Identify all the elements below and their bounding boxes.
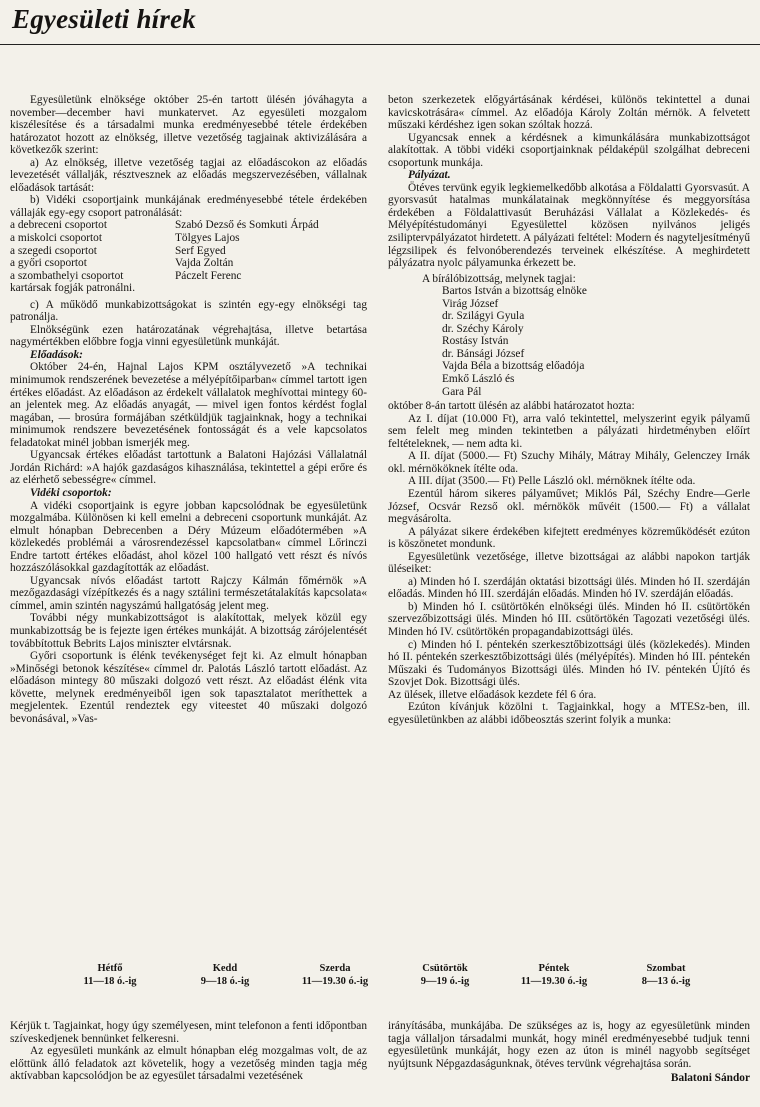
paragraph: b) Minden hó I. csütörtökén elnökségi ülés. Minden hó II. csütörtökén szervezőbizottsági ülés. Minden hó III. csütörtökén Tagozati vezetőségi ülés. Minden hó IV. csütörtökén propagandabizottsági ülés. bbox=[388, 600, 750, 638]
persons-cell: Páczelt Ferenc bbox=[175, 269, 242, 282]
group-cell: a szegedi csoportot bbox=[10, 244, 97, 257]
right-column bbox=[388, 94, 750, 726]
group-cell: a miskolci csoportot bbox=[10, 232, 102, 245]
schedule-day bbox=[385, 962, 505, 988]
paragraph: Ezúton kívánjuk közölni t. Tagjainkkal, hogy a MTESz-ben, ill. egyesületünkben az alábbi időbeosztás szerint folyik a munka: bbox=[388, 701, 750, 726]
paragraph: Ötéves tervünk egyik legkiemelkedőbb alkotása a Földalatti Gyorsvasút. A gyorsvasút hatalmas munkálatainak megkönnyítése és meggyorsítása érdekében a Földalattivasút Beruházási Vállalat a Közlekedés- és Mélyépítéstudományi Egyesülettel közösen nyilvános jeligés zsiliptervpályázatot hirdetett. A pályázati feltétel: Modern és nagyteljesítményű légzsilipek és felvonóberendezés terveinek elkészítése. A meghirdetett pályázatra nyolc pályamunka érkezett be. bbox=[388, 181, 750, 270]
group-cell: a debreceni csoportot bbox=[10, 219, 108, 232]
day-name: Szerda bbox=[319, 963, 351, 974]
section-heading-eloadasok: Előadások: bbox=[30, 348, 83, 361]
table-row bbox=[10, 245, 319, 258]
schedule-day bbox=[165, 962, 285, 988]
jury-lead: A bírálóbizottság, melynek tagjai: bbox=[422, 272, 576, 285]
jury-member: dr. Széchy Károly bbox=[442, 322, 524, 335]
jury-member: Virág József bbox=[442, 297, 499, 310]
day-hours: 8—13 ó.-ig bbox=[641, 976, 691, 987]
paragraph: További négy munkabizottságot is alakítottak, melyek közül egy munkabizottság be is fejezte igen értékes munkáját. A bizottság zárójelentését továbbítottuk Bebrits Lajos miniszter elvtársnak. bbox=[10, 612, 367, 650]
paragraph: beton szerkezetek előgyártásának kérdései, különös tekintettel a dunai kavicskotrására« címmel. Az előadója Károly Zoltán mérnök. A felvetett műszaki kérdéshez igen sokan szóltak hozzá. bbox=[388, 94, 750, 132]
paragraph: c) Minden hó I. péntekén szerkesztőbizottsági ülés (közlekedés). Minden hó II. péntekén szerkesztőbizottsági ülés (mélyépítés). Minden hó III. péntekén Műszaki és Tudományos Bizottsági ülés. Minden hó IV. péntekén Újító és Szovjet Dok. Bizottsági ülés. bbox=[388, 638, 750, 689]
schedule-day bbox=[50, 962, 170, 988]
section-heading-videki: Vidéki csoportok: bbox=[30, 486, 112, 499]
paragraph: A pályázat sikere érdekében kifejtett eredményes közreműködését ezúton is köszönetet mondunk. bbox=[388, 525, 750, 551]
office-hours-schedule bbox=[10, 962, 750, 1006]
paragraph: A vidéki csoportjaink is egyre jobban kapcsolódnak be egyesületünk mozgalmába. Különösen ki kell emelni a debreceni csoportunk munkáját. Az elmult hónapban Debrecenben a Déry Múzeum előadótermében »A közlekedés problémái a városrendezéssel kapcsolatban« címmel Lőrinczi Endre tartott értékes előadást, ahol közel 100 hallgató vett részt és nívós hozzászólásokkal gazdagították az előadást. bbox=[10, 499, 367, 575]
jury-member: dr. Szilágyi Gyula bbox=[442, 310, 525, 323]
day-name: Hétfő bbox=[97, 963, 123, 974]
schedule-day bbox=[275, 962, 395, 988]
schedule-day bbox=[494, 962, 614, 988]
schedule-day bbox=[606, 962, 726, 988]
group-cell: a győri csoportot bbox=[10, 257, 87, 270]
paragraph: Az egyesületi munkánk az elmult hónapban elég mozgalmas volt, de az előttünk álló feladatok azt követelik, hogy a vezetőség minden tagja még aktívabban kapcsolódjon be az egyesület társadalmi vezetésének bbox=[10, 1045, 367, 1083]
table-row bbox=[10, 270, 319, 283]
paragraph: Ugyancsak nívós előadást tartott Rajczy Kálmán főmérnök »A mezőgazdasági vízépítkezés és a nagy sztálini természetátalakítás kapcsolata« címmel, amin szintén nagyszámú hallgatóság jelent meg. bbox=[10, 574, 367, 612]
paragraph: Ugyancsak ennek a kérdésnek a kimunkálására munkabizottságot alakítottak. A többi vidéki csoportjainknak példaképül szolgálhat debreceni csoportunk munkája. bbox=[388, 131, 750, 169]
day-hours: 11—18 ó.-ig bbox=[83, 976, 137, 987]
paragraph: A II. díjat (5000.— Ft) Szuchy Mihály, Mátray Mihály, Gelenczey Irnák okl. mérnököknek ítélte oda. bbox=[388, 450, 750, 475]
paragraph: Ezentúl három sikeres pályaművet; Miklós Pál, Széchy Endre—Gerle József, Ocsvár Rezső okl. mérnökök művéit (1500.— Ft) a vállalat megvásárolta. bbox=[388, 487, 750, 526]
paragraph: Egyesületünk vezetősége, illetve bizottságai az alábbi napokon tartják üléseiket: bbox=[388, 550, 750, 576]
paragraph: Elnökségünk ezen határozatának végrehajtása, illetve betartása nagymértékben előbbre fogja vinni egyesületünk munkáját. bbox=[10, 323, 367, 349]
paragraph: Ugyancsak értékes előadást tartottunk a Balatoni Hajózási Vállalatnál Jordán Richárd: »A hajók gazdaságos kihasználása, tekintettel a gépi erőre és az elérhető sebességre« címmel. bbox=[10, 449, 367, 487]
bottom-right-column bbox=[388, 1020, 750, 1085]
day-hours: 9—18 ó.-ig bbox=[200, 976, 250, 987]
paragraph: kartársak fogják patronálni. bbox=[10, 282, 136, 295]
jury-member: dr. Bánsági József bbox=[442, 347, 525, 360]
day-name: Kedd bbox=[212, 963, 238, 974]
patronage-table bbox=[10, 219, 319, 282]
day-name: Péntek bbox=[538, 963, 570, 974]
title-divider bbox=[0, 44, 760, 45]
paragraph: Október 24-én, Hajnal Lajos KPM osztályvezető »A technikai minimumok rendszerének bevezetése a mélyépítőiparban« címmel tartott igen értékes előadást. Az előadáson az érdekelt vállalatok meghívottai mintegy 60-an jelentek meg. Az előadás anyagát, — mivel igen fontos kérdést foglal magában, — brosúra formájában szétküldjük tagjainknak, hogy a technikai minimumok rendszere bevezetésének fontosságát és a vele kapcsolatos feladatokat minél jobban ismerjék meg. bbox=[10, 361, 367, 449]
persons-cell: Serf Egyed bbox=[175, 244, 226, 257]
table-row bbox=[10, 219, 319, 232]
paragraph: Az ülések, illetve előadások kezdete fél 6 óra. bbox=[388, 688, 597, 701]
day-hours: 11—19.30 ó.-ig bbox=[520, 976, 588, 987]
paragraph: irányításába, munkájába. De szükséges az is, hogy az egyesületünk minden tagja vállaljon társadalmi munkát, hogy minél eredményesebbé tudjuk tenni egyesületünk munkáját, hogy ezen az úton is minél nagyobb segítséget nyújtsunk Népgazdaságunknak, ötéves tervünk végrehajtása során. bbox=[388, 1020, 750, 1070]
jury-list bbox=[388, 273, 750, 398]
day-name: Csütörtök bbox=[422, 963, 468, 974]
left-column bbox=[10, 94, 367, 725]
paragraph: a) Az elnökség, illetve vezetőség tagjai az előadáscokon az előadás levezetését vállalják, résztvesznek az előadás megszervezésében, vállalnak előadások tartását: bbox=[10, 156, 367, 194]
table-row bbox=[10, 232, 319, 245]
jury-member: Bartos István a bizottság elnöke bbox=[442, 285, 587, 298]
jury-member: Vajda Béla a bizottság előadója bbox=[442, 360, 585, 373]
group-cell: a szombathelyi csoportot bbox=[10, 269, 124, 282]
section-heading-palyazat: Pályázat. bbox=[408, 169, 451, 182]
day-name: Szombat bbox=[646, 963, 686, 974]
page-title: Egyesületi hírek bbox=[12, 4, 196, 34]
day-hours: 9—19 ó.-ig bbox=[420, 976, 470, 987]
persons-cell: Vajda Zoltán bbox=[175, 257, 234, 270]
paragraph: Egyesületünk elnöksége október 25-én tartott ülésén jóváhagyta a november—december havi munkatervet. Az egyesületi mozgalom kiszélesítése és a társadalmi munka eredményesebbé tétele érdekében határozatot hozott az elnökség, illetve vezetőség tagjainak aktivizálására a következők szerint: bbox=[10, 94, 367, 157]
paragraph: a) Minden hó I. szerdáján oktatási bizottsági ülés. Minden hó II. szerdáján előadás. Minden hó III. szerdáján előadás. Minden hó IV. szerdáján előadás. bbox=[388, 575, 750, 601]
table-row bbox=[10, 257, 319, 270]
persons-cell: Szabó Dezső és Somkuti Árpád bbox=[175, 219, 319, 232]
jury-member: Rostásy István bbox=[442, 335, 509, 348]
paragraph: c) A működő munkabizottságokat is szintén egy-egy elnökségi tag patronálja. bbox=[10, 298, 367, 324]
bottom-left-column bbox=[10, 1020, 367, 1083]
jury-member: Emkő László és bbox=[442, 373, 515, 386]
author-signature: Balatoni Sándor bbox=[670, 1072, 750, 1085]
paragraph: Kérjük t. Tagjainkat, hogy úgy személyesen, mint telefonon a fenti időpontban szíveskedjenek bennünket felkeresni. bbox=[10, 1020, 367, 1045]
day-hours: 11—19.30 ó.-ig bbox=[301, 976, 369, 987]
paragraph: október 8-án tartott ülésén az alábbi határozatot hozta: bbox=[388, 400, 635, 413]
jury-member: Gara Pál bbox=[442, 385, 482, 398]
paragraph: b) Vidéki csoportjaink munkájának eredményesebbé tétele érdekében vállaják egy-egy csoport patronálását: bbox=[10, 194, 367, 219]
persons-cell: Tölgyes Lajos bbox=[175, 232, 240, 245]
paragraph: Győri csoportunk is élénk tevékenységet fejt ki. Az elmult hónapban »Minőségi betonok készítése« címmel dr. Palotás László tartott előadást. Az előadáson mintegy 80 műszaki dolgozó vett részt. Az előadást élénk vita követte, melynek eredményeiből igen sok tapasztalatot meríthettek a megjelentek. Ezentúl rendeztek egy viteestet 40 műszaki dolgozó bevonásával, »Vas- bbox=[10, 650, 367, 725]
paragraph: Az I. díjat (10.000 Ft), arra való tekintettel, melyszerint egyik pályamű sem felelt meg minden tekintetben a pályázati hirdetményben előírt feltételeknek, — nem adta ki. bbox=[388, 412, 750, 450]
paragraph: A III. díjat (3500.— Ft) Pelle László okl. mérnöknek ítélte oda. bbox=[408, 475, 696, 488]
